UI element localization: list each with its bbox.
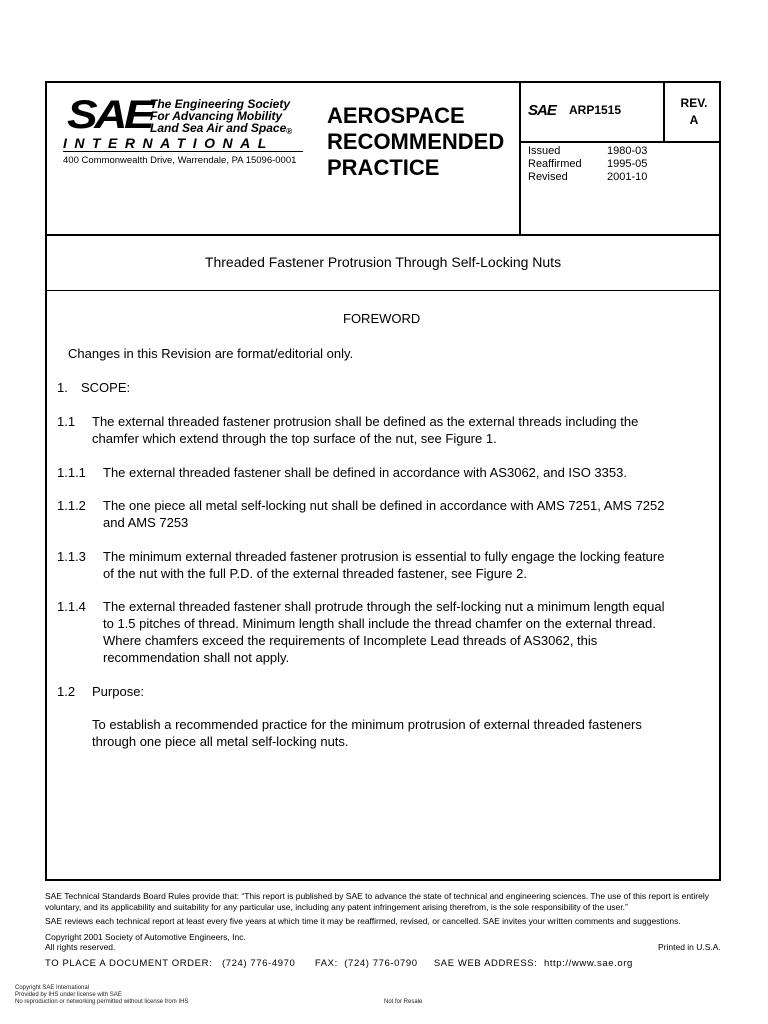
watermark-line-3: No reproduction or networking permitted without license from IHS (15, 999, 189, 1005)
fax-label: FAX: (314, 958, 338, 969)
not-for-resale: Not for Resale (384, 999, 423, 1005)
header (47, 83, 719, 236)
address: 400 Commonwealth Drive, Warrendale, PA 15096-0001 (63, 155, 297, 166)
title-row (47, 234, 719, 291)
revision-cell (663, 83, 723, 141)
copyright-line: Copyright 2001 Society of Automotive Engineers, Inc. (45, 932, 246, 942)
document-number: ARP1515 (569, 103, 622, 117)
web-url-link[interactable]: http://www.sae.org (543, 958, 633, 969)
document-type: AEROSPACE RECOMMENDED PRACTICE (327, 103, 505, 180)
sae-small-logo: SAE (528, 102, 556, 119)
order-phone: (724) 776-4970 (222, 958, 296, 969)
fax-phone: (724) 776-0790 (344, 958, 418, 969)
sae-logo: SAE (67, 93, 152, 137)
watermark-line-1: Copyright SAE International (15, 985, 90, 991)
printed-in: Printed in U.S.A. (658, 942, 721, 952)
review-line: SAE reviews each technical report at least every five years at which time it may be reaffirmed, revised, or cancelled. SAE invites your written comments and suggestions. (45, 916, 681, 926)
foreword-heading: FOREWORD (343, 311, 421, 326)
document-id-box: SAE ARP1515 REV. A Issued 1980-03 Reaffirmed 1995-05 Revised 2001-10 (519, 83, 721, 234)
registered-mark: ® (286, 127, 293, 136)
rules-line-2: voluntary, and its applicability and suitability for any particular use, including any patent infringement arising therefrom, is the sole responsibility of the user.” (45, 902, 628, 912)
document-frame: SAE The Engineering Society For Advancing Mobility Land Sea Air and Space® INTERNATIONAL 400 Commonwealth Drive, Warrendale, PA 15096-0001 AEROSPACE RECOMMENDED PRACTICE SAE ARP1515 REV. A Issued 1980-03 Reaffirmed 1995-05 Revised 2001-10 Threaded Fastener Protrusion Through Self-Locking Nuts FOREWORD Changes in this Revision are format/editorial only. 1. SCOPE: 1.1 The external threaded fastener protrusion shall be defined as the external threads including the chamfer which extend through the top surface of the nut, see Figure 1. 1.1.1 The external threaded fastener shall be defined in accordance with AS3062, and ISO 3353. 1.1.2 The one piece all metal self-locking nut shall be defined in accordance with AMS 7251, AMS 7252 and AMS 7253 1.1.3 The minimum external threaded fastener protrusion is essential to fully engage the locking feature of the nut with the full P.D. of the external threaded fastener, see Figure 2. 1.1.4 The external threaded fastener shall protrude through the self-locking nut a minimum length equal to 1.5 pitches of thread. Minimum length shall include the thread chamfer on the external thread. Where chamfers exceed the requirements of Incomplete Lead threads of AS3062, this recommendation shall not apply. 1.2 Purpose: To establish a recommended practice for the minimum protrusion of external threaded fasteners through one piece all metal self-locking nuts. (45, 81, 721, 881)
watermark-line-2: Provided by IHS under license with SAE (15, 992, 122, 998)
logo-area (47, 83, 519, 234)
revision-label: REV. (680, 96, 708, 110)
document-title: Threaded Fastener Protrusion Through Self-Locking Nuts (204, 254, 562, 270)
order-line (45, 958, 633, 969)
rights-line: All rights reserved. (45, 942, 116, 952)
rules-line-1: SAE Technical Standards Board Rules provide that: “This report is published by SAE to advance the state of technical and engineering sciences. The use of this report is entirely (45, 891, 710, 901)
web-label: SAE WEB ADDRESS: (433, 958, 538, 969)
revision-value: A (689, 113, 699, 127)
society-tagline: The Engineering Society For Advancing Mobility Land Sea Air and Space® (150, 97, 293, 136)
international-wordmark: INTERNATIONAL (63, 135, 303, 152)
order-label: TO PLACE A DOCUMENT ORDER: (45, 958, 213, 969)
